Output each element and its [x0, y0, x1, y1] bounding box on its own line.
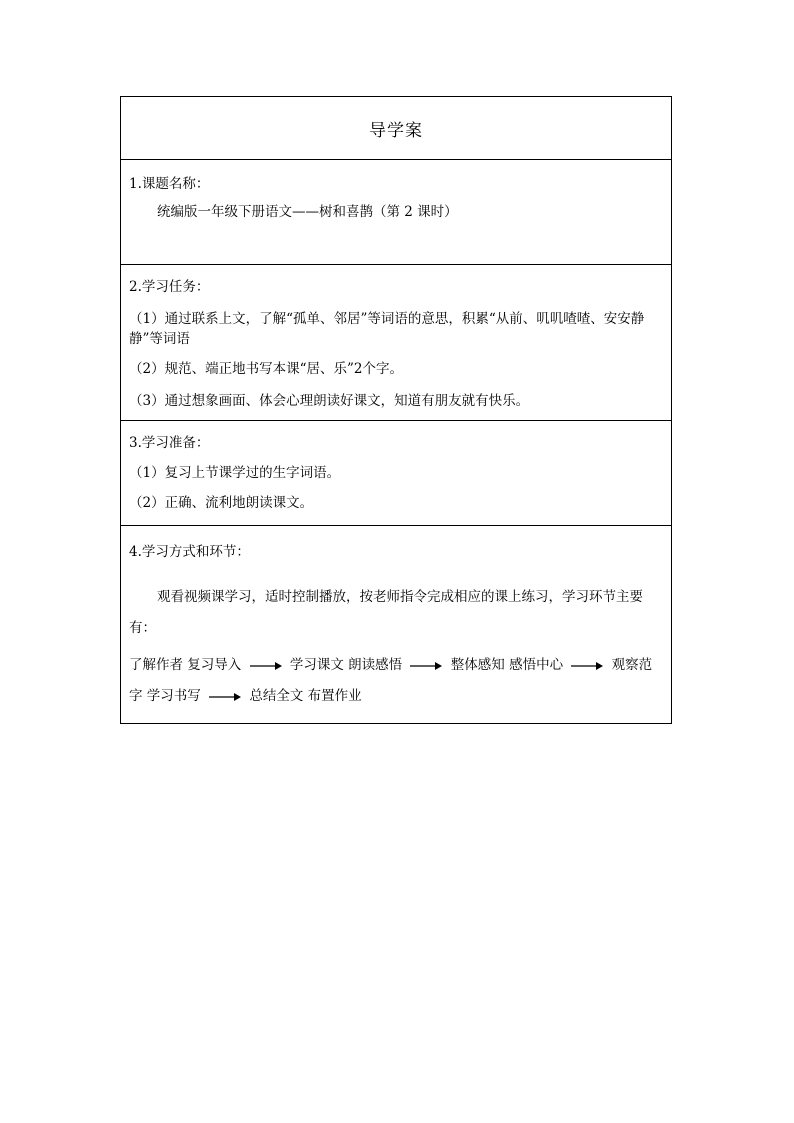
document-title: 导学案	[369, 120, 423, 141]
step-1: 了解作者 复习导入	[129, 657, 242, 673]
right-arrow-icon	[410, 661, 442, 671]
method-section	[121, 525, 671, 723]
tasks-section	[121, 264, 671, 420]
right-arrow-icon	[571, 661, 603, 671]
title-row	[121, 97, 671, 159]
task-item-1: （1）通过联系上文，了解“孤单、邻居”等词语的意思，积累“从前、叽叽喳喳、安安静静”等词语	[129, 311, 645, 347]
preparation-section	[121, 420, 671, 525]
preparation-item-2: （2）正确、流利地朗读课文。	[129, 495, 314, 511]
method-heading: 4.学习方式和环节：	[129, 544, 250, 560]
tasks-heading: 2.学习任务：	[129, 279, 210, 295]
task-item-3: （3）通过想象画面、体会心理朗读好课文，知道有朋友就有快乐。	[129, 393, 530, 409]
step-5: 总结全文 布置作业	[249, 688, 362, 704]
course-heading: 1.课题名称：	[129, 176, 210, 192]
task-item-2: （2）规范、端正地书写本课“居、乐”2个字。	[129, 361, 403, 377]
learning-steps-flow	[129, 650, 663, 712]
course-section	[121, 159, 671, 264]
preparation-item-1: （1）复习上节课学过的生字词语。	[129, 465, 341, 481]
study-guide-table	[120, 96, 672, 724]
right-arrow-icon	[209, 692, 241, 702]
step-4: 观察范字 学习书写	[129, 657, 653, 704]
right-arrow-icon	[250, 661, 282, 671]
step-3: 整体感知 感悟中心	[450, 657, 564, 673]
step-2: 学习课文 朗读感悟	[289, 657, 403, 673]
preparation-heading: 3.学习准备：	[129, 435, 210, 451]
course-content: 统编版一年级下册语文——树和喜鹊（第 2 课时）	[157, 204, 458, 220]
method-intro: 观看视频课学习，适时控制播放，按老师指令完成相应的课上练习，学习环节主要有：	[129, 589, 643, 636]
